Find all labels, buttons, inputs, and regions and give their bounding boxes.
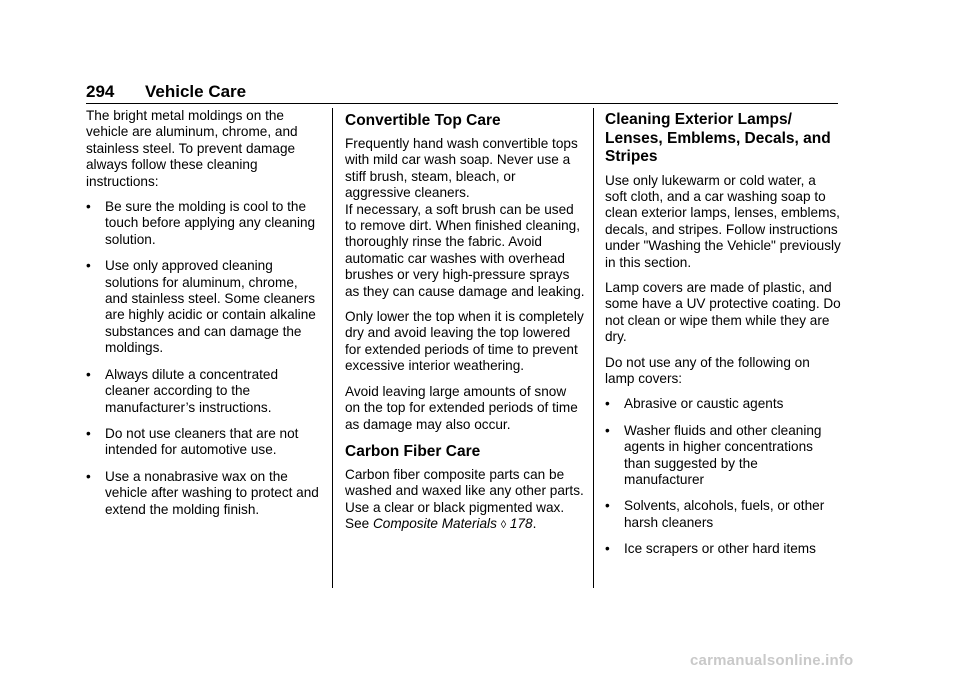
exterior-lamps-heading: Cleaning Exterior Lamps/ Lenses, Emblems, Decals, and Stripes [605, 111, 831, 165]
bullet-icon: • [605, 498, 610, 514]
carbon-fiber-paragraph: Carbon fiber composite parts can be washed and waxed like any other parts. Use a clear or black pigmented wax. See Composite Materials ◊ 178. [345, 466, 584, 532]
convertible-p4: Avoid leaving large amounts of snow on the top for extended periods of time as damage may also occur. [345, 383, 578, 432]
list-item: • Use a nonabrasive wax on the vehicle after washing to protect and extend the molding finish. [86, 468, 319, 517]
lamps-p2: Lamp covers are made of plastic, and some have a UV protective coating. Do not clean or wipe them while they are dry. [605, 279, 841, 345]
list-item: • Ice scrapers or other hard items [605, 541, 816, 557]
list-item: • Do not use cleaners that are not intended for automotive use. [86, 425, 299, 458]
bullet-icon: • [86, 258, 91, 274]
bullet-icon: • [86, 425, 91, 441]
moldings-intro: The bright metal moldings on the vehicle are aluminum, chrome, and stainless steel. To prevent damage always follow these cleaning instructions: [86, 108, 298, 189]
column-3 [605, 108, 841, 568]
bullet-icon: • [605, 422, 610, 438]
bullet-icon: • [86, 366, 91, 382]
list-item: • Abrasive or caustic agents [605, 396, 784, 412]
bullet-icon: • [86, 468, 91, 484]
carbon-fiber-heading: Carbon Fiber Care [345, 442, 481, 460]
list-item: • Always dilute a concentrated cleaner according to the manufacturer’s instructions. [86, 366, 279, 415]
page-header [86, 82, 838, 104]
list-item: • Washer fluids and other cleaning agents in higher concentrations than suggested by the manufacturer [605, 422, 822, 487]
convertible-top-heading: Convertible Top Care [345, 112, 501, 129]
page-number: 294 [86, 82, 115, 101]
list-item: • Solvents, alcohols, fuels, or other harsh cleaners [605, 498, 825, 530]
bullet-icon: • [605, 541, 610, 557]
convertible-p2: If necessary, a soft brush can be used to remove dirt. When finished cleaning, thoroughly rinse the fabric. Avoid automatic car washes with overhead brushes or very high-pressure sprays as they can cause damage and leaking. [345, 201, 585, 299]
page-reference-icon: ◊ [500, 519, 507, 532]
page-reference-number[interactable]: 178 [509, 516, 533, 532]
list-item: • Be sure the molding is cool to the touch before applying any cleaning solution. [86, 199, 316, 247]
lamp-covers-bullet-list [605, 396, 841, 557]
composite-materials-link[interactable]: Composite Materials [372, 516, 497, 532]
lamps-p1: Use only lukewarm or cold water, a soft cloth, and a car washing soap to clean exterior lamps, lenses, emblems, decals, and stripes. Follow instructions under "Washing the Vehicle" previously in this section. [605, 172, 841, 270]
header-rule [86, 103, 838, 104]
column-2 [345, 108, 585, 543]
lamps-p3: Do not use any of the following on lamp covers: [605, 354, 810, 386]
moldings-bullet-list [86, 199, 322, 518]
bullet-icon: • [605, 396, 610, 412]
column-divider-2 [593, 108, 594, 588]
section-title: Vehicle Care [145, 82, 247, 101]
column-1 [86, 108, 322, 528]
list-item: • Use only approved cleaning solutions for aluminum, chrome, and stainless steel. Some cleaners are highly acidic or contain alkaline substances and can damage the moldings. [86, 258, 316, 356]
convertible-p1: Frequently hand wash convertible tops with mild car wash soap. Never use a stiff brush, steam, bleach, or aggressive cleaners. [345, 136, 578, 201]
site-watermark: carmanualsonline.info [690, 652, 854, 669]
column-divider-1 [332, 108, 333, 588]
convertible-p3: Only lower the top when it is completely dry and avoid leaving the top lowered for extended periods of time to prevent excessive interior weathering. [345, 309, 584, 374]
bullet-icon: • [86, 199, 91, 215]
